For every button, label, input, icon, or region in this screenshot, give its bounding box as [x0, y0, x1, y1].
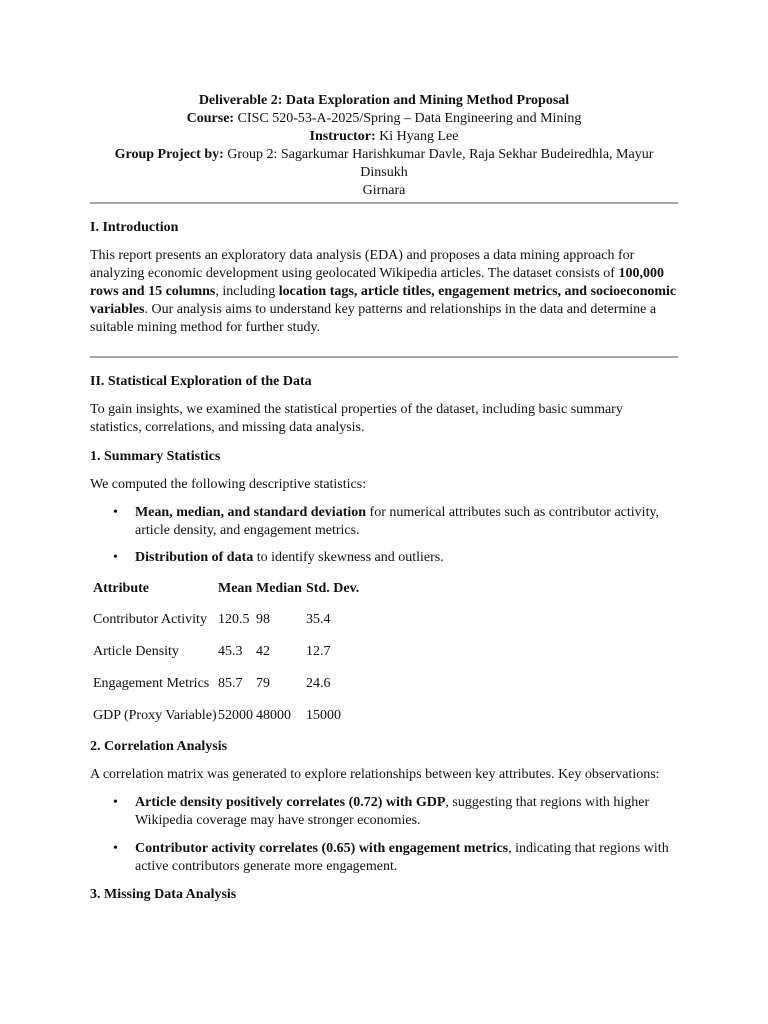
document-title: Deliverable 2: Data Exploration and Mining Method Proposal	[198, 93, 570, 108]
table-cell: 52000	[218, 708, 253, 723]
section-heading-statistical-exploration: II. Statistical Exploration of the Data	[90, 374, 312, 389]
table-cell: Contributor Activity	[93, 612, 207, 627]
section-heading-introduction: I. Introduction	[90, 220, 179, 235]
list-item	[113, 840, 680, 876]
summary-paragraph: We computed the following descriptive statistics:	[90, 477, 367, 492]
intro-text: , including	[215, 284, 279, 299]
group-label: Group Project by:	[114, 147, 224, 162]
bullet-bold: Mean, median, and standard deviation	[135, 505, 367, 520]
table-cell: 15000	[306, 708, 341, 723]
intro-text: This report presents an exploratory data analysis (EDA) and proposes a data mining approach for analyzing economic development using geolocated Wikipedia articles. The dataset consists of	[90, 248, 635, 281]
table-cell: 35.4	[306, 612, 331, 627]
divider	[90, 202, 678, 204]
table-cell: 85.7	[218, 676, 243, 691]
bullet-marker: •	[113, 505, 118, 520]
document-header	[90, 92, 678, 200]
intro-paragraph	[90, 247, 678, 337]
course-label: Course:	[186, 111, 235, 126]
table-header-cell: Mean	[218, 581, 253, 596]
table-cell: Engagement Metrics	[93, 676, 210, 691]
instructor-line	[90, 128, 678, 146]
course-value: CISC 520-53-A-2025/Spring – Data Engineering and Mining	[234, 111, 582, 126]
table-cell: 79	[256, 676, 270, 691]
group-value-line2: Girnara	[362, 183, 406, 198]
table-header-cell: Std. Dev.	[306, 581, 360, 596]
bullet-text: for numerical attributes such as contributor activity, article density, and engagement metrics.	[135, 505, 660, 538]
divider	[90, 356, 678, 358]
list-item	[113, 794, 680, 830]
correlation-paragraph: A correlation matrix was generated to explore relationships between key attributes. Key observations:	[90, 767, 660, 782]
intro-text: . Our analysis aims to understand key patterns and relationships in the data and determine a suitable mining method for further study.	[90, 302, 657, 335]
bullet-text: , indicating that regions with active contributors generate more engagement.	[135, 841, 669, 874]
bullet-text: , suggesting that regions with higher Wikipedia coverage may have stronger economies.	[135, 795, 650, 828]
group-line	[90, 146, 678, 182]
subheading-summary-statistics: 1. Summary Statistics	[90, 449, 221, 464]
bullet-marker: •	[113, 841, 118, 856]
group-value-line1: Group 2: Sagarkumar Harishkumar Davle, Raja Sekhar Budeiredhla, Mayur Dinsukh	[223, 147, 654, 180]
subheading-correlation-analysis: 2. Correlation Analysis	[90, 739, 228, 754]
course-line	[90, 110, 678, 128]
intro-bold: location tags, article titles, engagement metrics, and socioeconomic variables	[90, 284, 677, 317]
table-cell: 98	[256, 612, 270, 627]
bullet-marker: •	[113, 550, 118, 565]
list-item	[113, 549, 680, 567]
bullet-text: to identify skewness and outliers.	[253, 550, 444, 565]
table-cell: GDP (Proxy Variable)	[93, 708, 217, 723]
intro-bold: 100,000 rows and 15 columns	[90, 266, 664, 299]
table-cell: 12.7	[306, 644, 331, 659]
table-cell: 120.5	[218, 612, 250, 627]
table-cell: 48000	[256, 708, 291, 723]
table-header-cell: Attribute	[93, 581, 149, 596]
table-cell: 45.3	[218, 644, 243, 659]
bullet-bold: Distribution of data	[135, 550, 254, 565]
table-cell: Article Density	[93, 644, 179, 659]
list-item	[113, 504, 680, 540]
table-cell: 42	[256, 644, 270, 659]
instructor-label: Instructor:	[309, 129, 376, 144]
instructor-value: Ki Hyang Lee	[375, 129, 459, 144]
bullet-marker: •	[113, 795, 118, 810]
bullet-bold: Article density positively correlates (0.72) with GDP	[135, 795, 446, 810]
subheading-missing-data-analysis: 3. Missing Data Analysis	[90, 887, 237, 902]
bullet-bold: Contributor activity correlates (0.65) with engagement metrics	[135, 841, 509, 856]
section2-paragraph: To gain insights, we examined the statistical properties of the dataset, including basic summary statistics, correlations, and missing data analysis.	[90, 402, 623, 435]
table-cell: 24.6	[306, 676, 331, 691]
table-header-cell: Median	[256, 581, 302, 596]
